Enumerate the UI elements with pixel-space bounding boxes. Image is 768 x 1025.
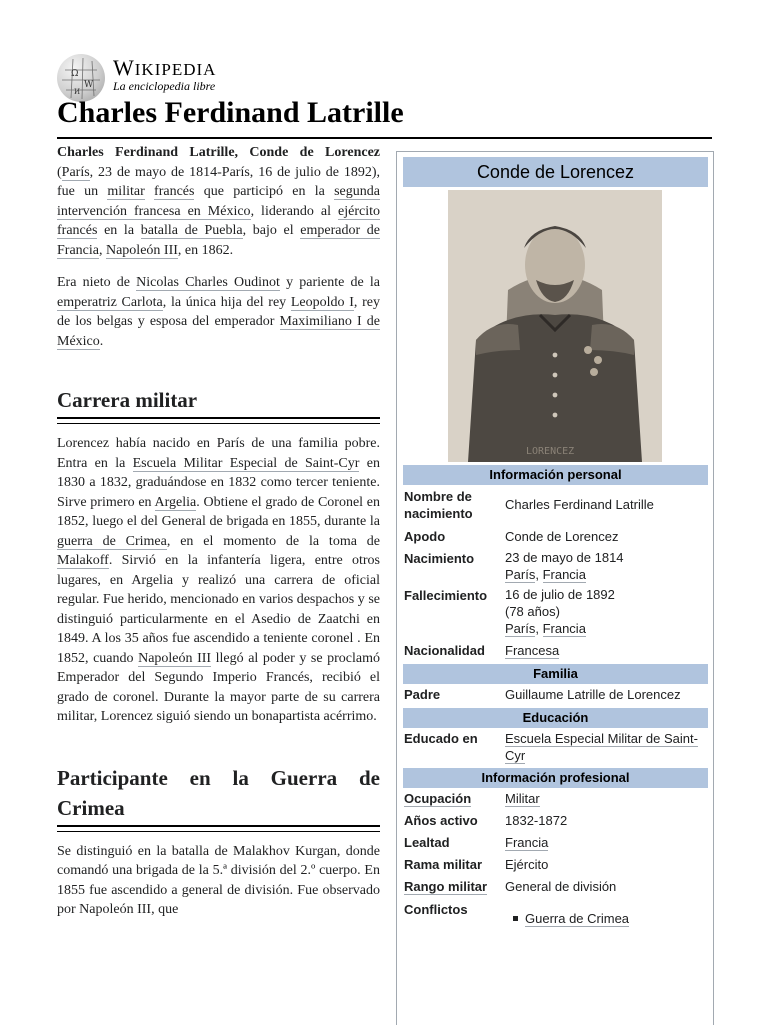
label-birth: Nacimiento <box>404 551 475 566</box>
link-napoleon-iii-2[interactable]: Napoleón III <box>138 650 212 666</box>
label-father: Padre <box>404 687 441 702</box>
label-loyalty: Lealtad <box>404 835 450 850</box>
label-rank <box>404 878 502 895</box>
link-francesa[interactable]: Francesa <box>505 643 560 658</box>
link-frances[interactable]: francés <box>154 184 195 199</box>
link-nicolas-oudinot[interactable]: Nicolas Charles Oudinot <box>136 275 280 290</box>
infobox-title: Conde de Lorencez <box>403 157 708 187</box>
link-maximiliano-i[interactable]: Maximiliano I de México <box>57 314 380 349</box>
value-death: 16 de julio de 1892 (78 años) París, Francia <box>505 586 705 637</box>
label-conflicts: Conflictos <box>404 902 468 917</box>
value-nationality <box>505 642 705 659</box>
link-birth-paris[interactable]: París <box>505 567 536 582</box>
link-militar-infobox[interactable]: Militar <box>505 791 540 806</box>
link-militar[interactable]: militar <box>107 184 145 199</box>
value-father: Guillaume Latrille de Lorencez <box>505 687 681 702</box>
wikipedia-wordmark[interactable]: WIKIPEDIA <box>113 55 217 80</box>
label-educated: Educado en <box>404 731 478 746</box>
link-emperador-de-francia[interactable]: emperador de Francia <box>57 223 380 258</box>
link-death-francia[interactable]: Francia <box>542 621 586 636</box>
subject-name: Charles Ferdinand Latrille, Conde de Lorencez <box>57 145 380 160</box>
carrera-militar-paragraph: Lorencez había nacido en París de una familia pobre. Entra en la Escuela Militar Especial de Saint-Cyr en 1830 a 1832, graduándose en 1832 como tercer teniente. Sirve primero en Argelia. Obtiene el grado de Coronel en 1852, luego el del General de brigada en 1855, durante la guerra de Crimea, en el momento de la toma de Malakoff. Sirvió en la infantería ligera, entre otros lugares, en Argelia y realizó una carrera de oficial regular. Fue herido, mencionado en varios despachos y se distinguió particularmente en el Asedio de Zaatchi en 1849. A los 35 años fue ascendido a teniente coronel . En 1852, cuando Napoleón III llegó al poder y se proclamó Emperador del Segundo Imperio Francés, recibió el grado de coronel. Durante la mayor parte de su carrera militar, Lorencez siguió siendo un bonapartista acérrimo. <box>57 436 381 724</box>
value-rank: General de división <box>505 879 617 894</box>
link-batalla-de-puebla[interactable]: batalla de Puebla <box>140 223 243 238</box>
infobox-section-personal: Información personal <box>403 465 708 485</box>
link-ocupacion[interactable]: Ocupación <box>404 791 472 806</box>
article-body <box>57 143 380 933</box>
birth-date: 23 de mayo de 1814 <box>505 550 624 565</box>
link-birth-francia[interactable]: Francia <box>542 567 586 582</box>
section-heading-carrera-militar: Carrera militar <box>57 388 198 412</box>
link-malakoff[interactable]: Malakoff <box>57 553 109 568</box>
value-birth-name: Charles Ferdinand Latrille <box>505 497 654 512</box>
label-nationality: Nacionalidad <box>404 643 485 658</box>
svg-text:W: W <box>84 80 94 90</box>
value-alias: Conde de Lorencez <box>505 529 619 544</box>
link-argelia[interactable]: Argelia <box>154 494 197 510</box>
value-educated <box>505 730 705 764</box>
link-francia-lealtad[interactable]: Francia <box>505 835 549 850</box>
infobox <box>396 151 714 1025</box>
intro-paragraph-1: Charles Ferdinand Latrille, Conde de Lorencez (París, 23 de mayo de 1814-París, 16 de julio de 1892), fue un militar francés que participó en la segunda intervención francesa en México, liderando al ejército francés en la batalla de Puebla, bajo el emperador de Francia, Napoleón III, en 1862. <box>57 145 380 258</box>
link-paris[interactable]: París <box>61 164 90 180</box>
title-divider <box>57 137 712 139</box>
label-occupation <box>404 790 502 807</box>
page-title: Charles Ferdinand Latrille <box>57 96 404 129</box>
link-escuela-militar-saint-cyr[interactable]: Escuela Militar Especial de Saint-Cyr <box>132 455 360 471</box>
value-occupation <box>505 790 705 807</box>
list-bullet-icon <box>513 916 518 921</box>
link-death-paris[interactable]: París <box>505 621 536 636</box>
label-branch: Rama militar <box>404 857 483 872</box>
wikipedia-tagline: La enciclopedia libre <box>113 79 216 93</box>
infobox-section-education: Educación <box>403 708 708 728</box>
death-date: 16 de julio de 1892 <box>505 587 615 602</box>
label-years-active: Años activo <box>404 813 478 828</box>
infobox-section-family: Familia <box>403 664 708 684</box>
link-ejercito-frances[interactable]: ejército francés <box>57 203 380 238</box>
link-napoleon-iii[interactable]: Napoleón III <box>105 242 178 258</box>
label-alias: Apodo <box>404 529 446 544</box>
svg-text:И: И <box>74 88 81 96</box>
link-guerra-de-crimea-infobox[interactable]: Guerra de Crimea <box>525 911 630 926</box>
value-conflicts <box>505 910 705 927</box>
link-segunda-intervencion[interactable]: segunda intervención francesa en México <box>57 184 380 219</box>
link-rango-militar[interactable]: Rango militar <box>404 879 488 894</box>
link-leopoldo-i[interactable]: Leopoldo I <box>290 294 354 310</box>
guerra-crimea-paragraph: Se distinguió en la batalla de Malakhov Kurgan, donde comandó una brigada de la 5.ª división del 2.º cuerpo. En 1855 fue ascendido a general de división. Fue observado por Napoleón III, que <box>57 843 380 917</box>
link-guerra-de-crimea[interactable]: guerra de Crimea <box>57 533 167 549</box>
link-emperatriz-carlota[interactable]: emperatriz Carlota <box>57 294 163 310</box>
portrait-image[interactable] <box>448 190 662 462</box>
death-age: (78 años) <box>505 604 560 619</box>
label-death: Fallecimiento <box>404 588 488 603</box>
value-loyalty <box>505 834 705 851</box>
portrait-caption: LORENCEZ <box>526 446 575 457</box>
value-birth: 23 de mayo de 1814 París, Francia <box>505 549 705 583</box>
section-heading-guerra-de-crimea: Participante en la Guerra de Crimea <box>57 765 380 820</box>
section-divider <box>57 417 380 424</box>
infobox-section-professional: Información profesional <box>403 768 708 788</box>
svg-text:Ω: Ω <box>71 69 79 79</box>
label-birth-name: Nombre de nacimiento <box>404 489 473 521</box>
wikipedia-globe-logo[interactable] <box>57 54 105 102</box>
link-escuela-especial-militar[interactable]: Escuela Especial Militar de Saint-Cyr <box>505 731 698 763</box>
value-branch: Ejército <box>505 857 549 872</box>
intro-paragraph-2: Era nieto de Nicolas Charles Oudinot y pariente de la emperatriz Carlota, la única hija del rey Leopoldo I, rey de los belgas y esposa del emperador Maximiliano I de México. <box>57 275 381 349</box>
value-years-active: 1832-1872 <box>505 813 568 828</box>
section-divider <box>57 825 380 832</box>
